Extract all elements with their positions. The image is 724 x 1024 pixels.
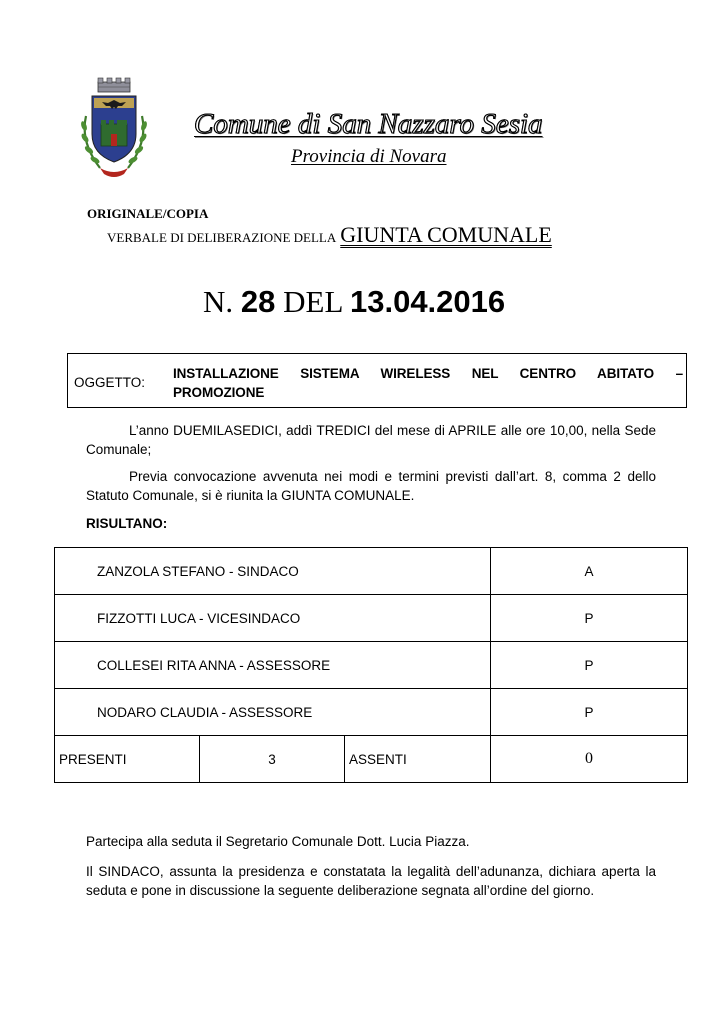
municipal-crest-logo bbox=[74, 76, 154, 182]
deliberation-date: 13.04.2016 bbox=[349, 284, 506, 319]
table-row bbox=[55, 642, 688, 689]
present-count: 3 bbox=[200, 736, 345, 783]
present-label: PRESENTI bbox=[55, 736, 200, 783]
verbale-prefix: VERBALE DI DELIBERAZIONE DELLA bbox=[107, 230, 337, 245]
intro-paragraph: L’anno DUEMILASEDICI, addì TREDICI del mese di APRILE alle ore 10,00, nella Sede Comunale; bbox=[86, 423, 656, 457]
subject-text-line2: PROMOZIONE bbox=[173, 385, 265, 400]
giunta-comunale-heading: GIUNTA COMUNALE bbox=[340, 222, 552, 247]
mayor-paragraph: Il SINDACO, assunta la presidenza e constatata la legalità dell’adunanza, dichiara aperta la seduta e pone in discussione la seguente deliberazione segnata all’ordine del giorno. bbox=[86, 864, 656, 898]
municipality-title: Comune di San Nazzaro Sesia bbox=[194, 108, 543, 140]
member-status: P bbox=[491, 689, 688, 736]
subject-text-line1: INSTALLAZIONE SISTEMA WIRELESS NEL CENTRO ABITATO – bbox=[173, 366, 683, 381]
table-row bbox=[55, 595, 688, 642]
table-row bbox=[55, 548, 688, 595]
member-status: A bbox=[491, 548, 688, 595]
member-name: COLLESEI RITA ANNA - ASSESSORE bbox=[55, 642, 491, 689]
table-row bbox=[55, 689, 688, 736]
verbale-heading bbox=[107, 222, 552, 248]
member-status: P bbox=[491, 595, 688, 642]
risultano-heading: RISULTANO: bbox=[86, 516, 168, 531]
copy-label: ORIGINALE/COPIA bbox=[87, 206, 209, 221]
member-status: P bbox=[491, 642, 688, 689]
member-name: ZANZOLA STEFANO - SINDACO bbox=[55, 548, 491, 595]
subject-box bbox=[67, 353, 687, 408]
deliberation-number: 28 bbox=[240, 284, 276, 319]
date-prefix: DEL bbox=[283, 284, 343, 319]
deliberation-number-line bbox=[203, 284, 505, 320]
member-name: FIZZOTTI LUCA - VICESINDACO bbox=[55, 595, 491, 642]
totals-row bbox=[55, 736, 688, 783]
subject-label: OGGETTO: bbox=[74, 375, 146, 390]
attendance-table bbox=[54, 547, 688, 783]
secretary-paragraph: Partecipa alla seduta il Segretario Comunale Dott. Lucia Piazza. bbox=[86, 834, 470, 849]
province-subtitle: Provincia di Novara bbox=[291, 146, 447, 167]
absent-count: 0 bbox=[491, 736, 688, 783]
convocation-paragraph: Previa convocazione avvenuta nei modi e termini previsti dall’art. 8, comma 2 dello Statuto Comunale, si è riunita la GIUNTA COMUNALE. bbox=[86, 469, 656, 503]
number-prefix: N. bbox=[203, 284, 234, 319]
absent-label: ASSENTI bbox=[345, 736, 491, 783]
member-name: NODARO CLAUDIA - ASSESSORE bbox=[55, 689, 491, 736]
